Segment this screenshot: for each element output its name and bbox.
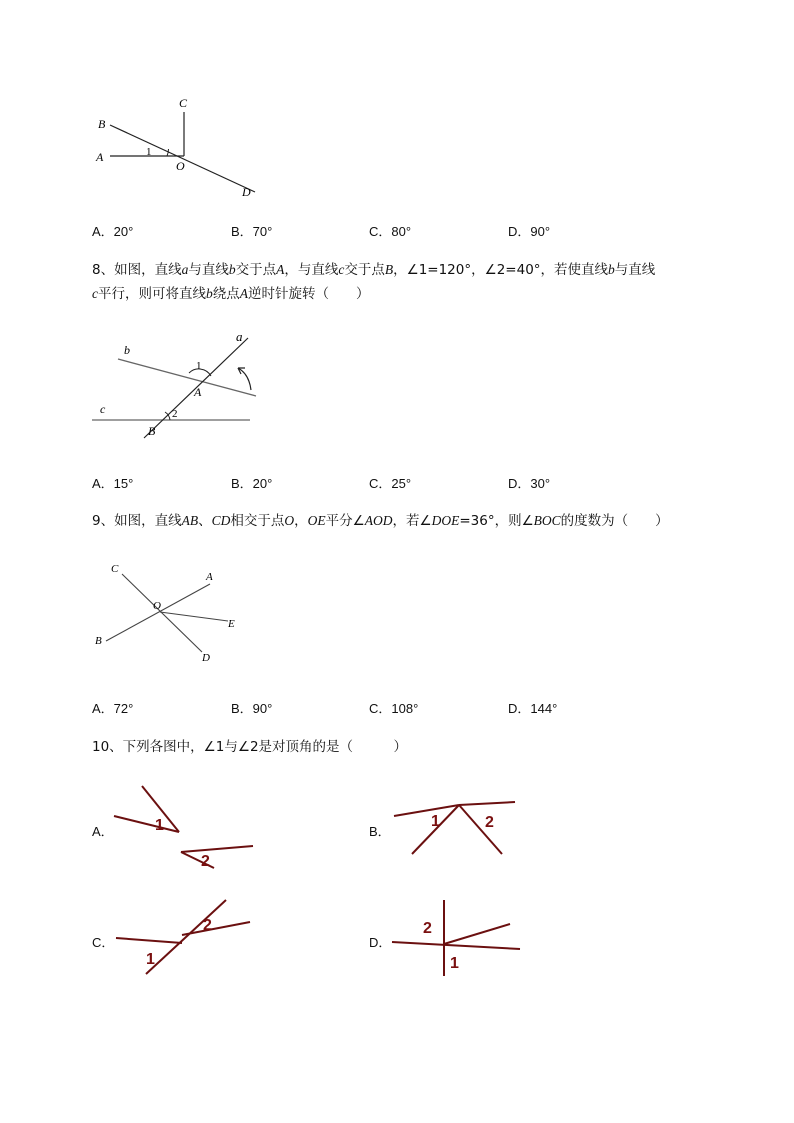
q10-figure-c xyxy=(114,898,256,976)
q9-label-e: E xyxy=(228,618,235,630)
q10-option-b[interactable]: B． xyxy=(369,824,391,839)
q7-option-d[interactable]: D．90° xyxy=(508,224,551,239)
q10-figure-a xyxy=(112,782,262,874)
q10c-line-2 xyxy=(182,922,250,935)
q8-label-angle1: 1 xyxy=(196,360,202,372)
q10-option-c[interactable]: C． xyxy=(92,935,115,950)
q10c-line-1 xyxy=(116,938,182,943)
q10-figure-d xyxy=(390,898,522,978)
q10d-label-2: 2 xyxy=(423,920,432,937)
q10b-line-4 xyxy=(459,805,502,854)
q10c-label-2: 2 xyxy=(203,917,212,934)
q8-label-angle2: 2 xyxy=(172,408,178,420)
q8-label-c: c xyxy=(100,402,106,416)
q8-figure xyxy=(88,326,288,441)
q9-line-cd xyxy=(122,574,202,652)
q7-label-a: A xyxy=(96,150,104,164)
q10-option-d[interactable]: D． xyxy=(369,935,392,950)
q10b-line-2 xyxy=(459,802,515,805)
q8-option-a[interactable]: A．15° xyxy=(92,476,134,491)
q10a-line-3 xyxy=(181,846,253,852)
q9-line-ab xyxy=(106,584,210,641)
q10d-line-1 xyxy=(392,942,520,949)
q10c-label-1: 1 xyxy=(146,951,155,968)
q8-label-pointa: A xyxy=(194,385,202,399)
q8-question-text: 8、如图，直线a与直线b交于点A，与直线c交于点B，∠1=120°，∠2=40°，若使直线b与直线 c平行，则可将直线b绕点A逆时针旋转（ ） xyxy=(92,262,656,302)
q9-label-o: O xyxy=(153,600,161,612)
q9-label-b: B xyxy=(95,635,102,647)
q8-option-d[interactable]: D．30° xyxy=(508,476,551,491)
q7-label-c: C xyxy=(179,96,188,110)
q7-option-a[interactable]: A．20° xyxy=(92,224,134,239)
q8-option-c[interactable]: C．25° xyxy=(369,476,412,491)
q10-figure-b xyxy=(392,796,522,860)
q8-option-b[interactable]: B．20° xyxy=(231,476,273,491)
q10d-line-3 xyxy=(444,924,510,944)
q8-line-b xyxy=(118,359,256,396)
q9-question-text: 9、如图，直线AB、CD相交于点O，OE平分∠AOD，若∠DOE=36°，则∠BOC的度数为（ ） xyxy=(92,513,669,529)
q9-label-d: D xyxy=(202,652,210,664)
q10d-label-1: 1 xyxy=(450,955,459,972)
q9-label-a: A xyxy=(206,571,213,583)
q9-option-b[interactable]: B．90° xyxy=(231,701,273,716)
q9-option-d[interactable]: D．144° xyxy=(508,701,558,716)
q10b-label-2: 2 xyxy=(485,814,494,831)
q7-label-angle1: 1 xyxy=(146,146,152,158)
q10-option-a[interactable]: A． xyxy=(92,824,114,839)
q7-option-c[interactable]: C．80° xyxy=(369,224,412,239)
q7-label-d: D xyxy=(242,185,251,199)
q7-label-b: B xyxy=(98,117,106,131)
q9-option-c[interactable]: C．108° xyxy=(369,701,419,716)
q7-figure xyxy=(88,92,278,207)
q10a-label-1: 1 xyxy=(155,817,164,834)
q10-question-text: 10、下列各图中，∠1与∠2是对顶角的是（ ） xyxy=(92,739,408,755)
q7-angle1-arc xyxy=(167,149,169,156)
q7-option-b[interactable]: B．70° xyxy=(231,224,273,239)
q10a-label-2: 2 xyxy=(201,853,210,870)
q7-label-o: O xyxy=(176,159,185,173)
q8-label-a: a xyxy=(236,329,243,344)
q10b-label-1: 1 xyxy=(431,813,440,830)
q9-ray-oe xyxy=(160,612,228,621)
q9-label-c: C xyxy=(111,563,119,575)
q9-figure xyxy=(88,558,248,668)
q8-label-pointb: B xyxy=(148,424,156,438)
q9-option-a[interactable]: A．72° xyxy=(92,701,134,716)
q8-label-b: b xyxy=(124,343,130,357)
q10c-line-3 xyxy=(146,900,226,974)
